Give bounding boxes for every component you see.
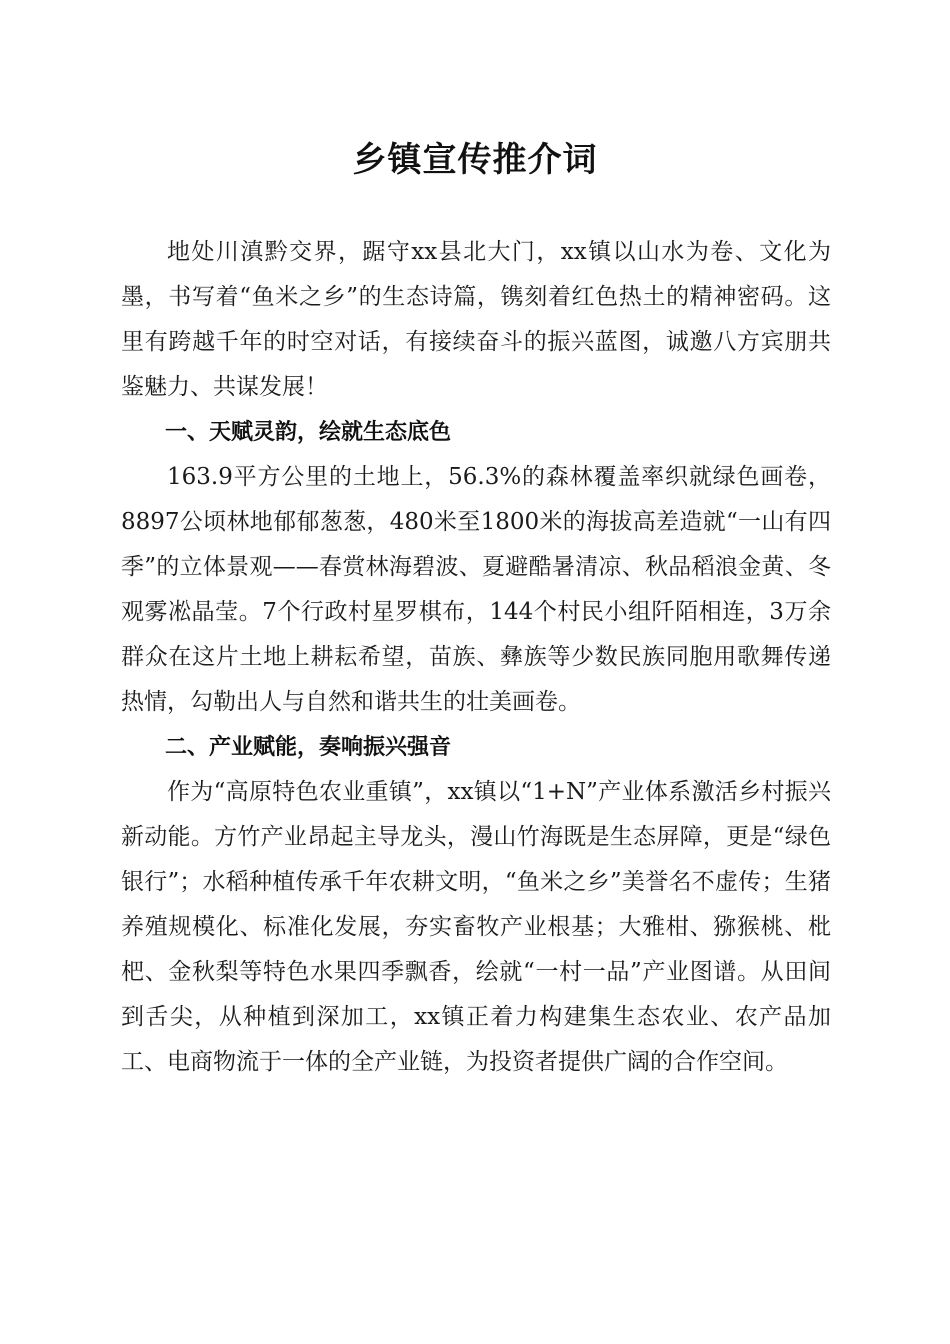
section-heading-ecology: 一、天赋灵韵，绘就生态底色 [165, 420, 452, 445]
section-paragraph-ecology: 163.9平方公里的土地上，56.3%的森林覆盖率织就绿色画卷，8897公顷林地郁郁葱葱，480米至1800米的海拔高差造就“一山有四季”的立体景观——春赏林海碧波、夏避酷暑清凉、秋品稻浪金黄、冬观雾凇晶莹。7个行政村星罗棋布，144个村民小组阡陌相连，3万余群众在这片土地上耕耘希望，苗族、彝族等少数民族同胞用歌舞传递热情，勾勒出人与自然和谐共生的壮美画卷。 [121, 464, 831, 715]
section-paragraph-industry: 作为“高原特色农业重镇”，xx镇以“1+N”产业体系激活乡村振兴新动能。方竹产业昂起主导龙头，漫山竹海既是生态屏障，更是“绿色银行”；水稻种植传承千年农耕文明，“鱼米之乡”美誉名不虚传；生猪养殖规模化、标准化发展，夯实畜牧产业根基；大雅柑、猕猴桃、枇杷、金秋梨等特色水果四季飘香，绘就“一村一品”产业图谱。从田间到舌尖，从种植到深加工，xx镇正着力构建集生态农业、农产品加工、电商物流于一体的全产业链，为投资者提供广阔的合作空间。 [121, 779, 831, 1075]
intro-paragraph: 地处川滇黔交界，踞守xx县北大门，xx镇以山水为卷、文化为墨，书写着“鱼米之乡”的生态诗篇，镌刻着红色热土的精神密码。这里有跨越千年的时空对话，有接续奋斗的振兴蓝图，诚邀八方宾朋共鉴魅力、共谋发展！ [121, 239, 831, 400]
document-title: 乡镇宣传推介词 [352, 140, 598, 180]
section-heading-industry: 二、产业赋能，奏响振兴强音 [165, 735, 452, 760]
document-body [121, 230, 831, 1085]
